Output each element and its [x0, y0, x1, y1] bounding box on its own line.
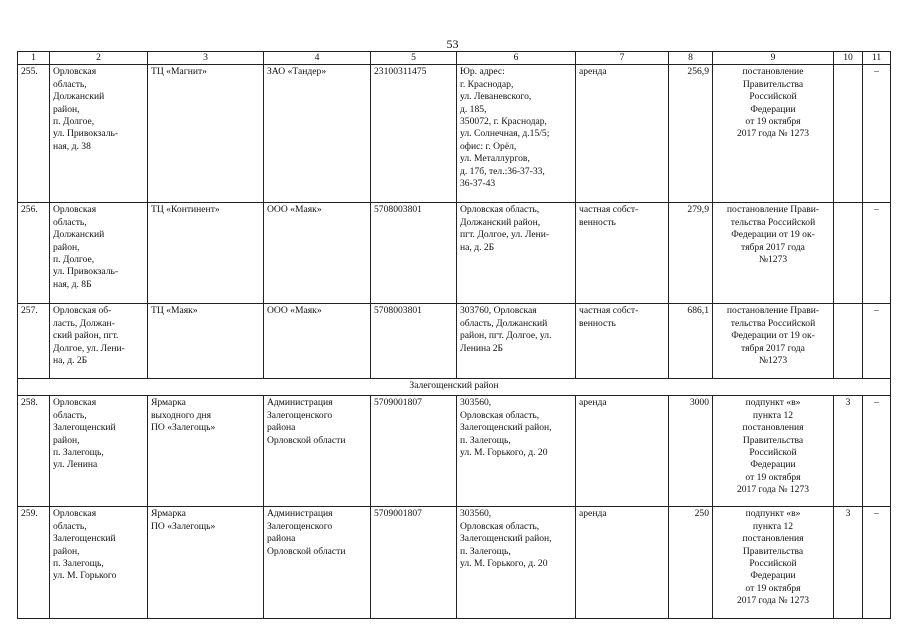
owner-cell: ЗАО «Тандер» [264, 65, 371, 203]
contacts-cell: 303560, Орловская область, Залегощенский район, п. Залегощь, ул. М. Горького, д. 20 [457, 507, 576, 619]
column-header: 3 [148, 52, 264, 65]
page-number: 53 [446, 37, 459, 51]
basis-cell: подпункт «в» пункта 12 постановления Правительства Российской Федерации от 19 октября 2017 года № 1273 [713, 396, 834, 507]
registry-table [17, 51, 891, 619]
ownership-cell: частная собст- венность [576, 304, 669, 379]
address-cell: Орловская область, Должанский район, п. Долгое, ул. Привокзаль- ная, д. 38 [50, 65, 148, 203]
column-header: 2 [50, 52, 148, 65]
basis-cell: подпункт «в» пункта 12 постановления Правительства Российской Федерации от 19 октября 2017 года № 1273 [713, 507, 834, 619]
basis-cell: постановление Правительства Российской Федерации от 19 октября 2017 года № 1273 [713, 65, 834, 203]
ownership-cell: частная собст- венность [576, 203, 669, 304]
area-cell: 279,9 [669, 203, 713, 304]
contacts-cell: 303560, Орловская область, Залегощенский район, п. Залегощь, ул. М. Горького, д. 20 [457, 396, 576, 507]
object-name-cell: Ярмарка выходного дня ПО «Залегощь» [148, 396, 264, 507]
col11-cell: – [863, 507, 891, 619]
ownership-cell: аренда [576, 65, 669, 203]
col11-cell: – [863, 203, 891, 304]
col10-cell: 3 [834, 507, 863, 619]
column-header: 5 [371, 52, 457, 65]
owner-cell: ООО «Маяк» [264, 304, 371, 379]
table-row [18, 507, 891, 619]
row-number: 255. [18, 65, 50, 203]
column-header: 6 [457, 52, 576, 65]
column-header: 8 [669, 52, 713, 65]
inn-cell: 5708003801 [371, 304, 457, 379]
owner-cell: Администрация Залегощенского района Орловской области [264, 507, 371, 619]
area-cell: 256,9 [669, 65, 713, 203]
col10-cell [834, 304, 863, 379]
contacts-cell: 303760, Орловская область, Должанский район, пгт. Долгое, ул. Ленина 2Б [457, 304, 576, 379]
address-cell: Орловская область, Залегощенский район, п. Залегощь, ул. Ленина [50, 396, 148, 507]
table-row [18, 396, 891, 507]
area-cell: 686,1 [669, 304, 713, 379]
contacts-cell: Орловская область, Должанский район, пгт. Долгое, ул. Лени- на, д. 2Б [457, 203, 576, 304]
area-cell: 3000 [669, 396, 713, 507]
address-cell: Орловская область, Должанский район, п. Долгое, ул. Привокзаль- ная, д. 8Б [50, 203, 148, 304]
object-name-cell: ТЦ «Континент» [148, 203, 264, 304]
row-number: 259. [18, 507, 50, 619]
inn-cell: 5709001807 [371, 396, 457, 507]
column-header: 10 [834, 52, 863, 65]
row-number: 257. [18, 304, 50, 379]
col11-cell: – [863, 304, 891, 379]
basis-cell: постановление Прави- тельства Российской Федерации от 19 ок- тября 2017 года №1273 [713, 203, 834, 304]
owner-cell: ООО «Маяк» [264, 203, 371, 304]
column-header: 9 [713, 52, 834, 65]
ownership-cell: аренда [576, 396, 669, 507]
section-row [18, 379, 891, 396]
table-row [18, 203, 891, 304]
col10-cell [834, 65, 863, 203]
owner-cell: Администрация Залегощенского района Орловской области [264, 396, 371, 507]
column-header: 11 [863, 52, 891, 65]
inn-cell: 5709001807 [371, 507, 457, 619]
col11-cell: – [863, 396, 891, 507]
table-row [18, 65, 891, 203]
section-title: Залегощенский район [18, 379, 891, 396]
object-name-cell: Ярмарка ПО «Залегощь» [148, 507, 264, 619]
col11-cell: – [863, 65, 891, 203]
object-name-cell: ТЦ «Маяк» [148, 304, 264, 379]
row-number: 256. [18, 203, 50, 304]
inn-cell: 5708003801 [371, 203, 457, 304]
table-row [18, 304, 891, 379]
column-header: 1 [18, 52, 50, 65]
column-header: 7 [576, 52, 669, 65]
inn-cell: 23100311475 [371, 65, 457, 203]
address-cell: Орловская область, Залегощенский район, п. Залегощь, ул. М. Горького [50, 507, 148, 619]
ownership-cell: аренда [576, 507, 669, 619]
header-row [18, 52, 891, 65]
col10-cell [834, 203, 863, 304]
contacts-cell: Юр. адрес: г. Краснодар, ул. Леваневского, д. 185, 350072, г. Краснодар, ул. Солнечная, д.15/5; офис: г. Орёл, ул. Металлургов, д. 17б, тел.:36-37-33, 36-37-43 [457, 65, 576, 203]
row-number: 258. [18, 396, 50, 507]
basis-cell: постановление Прави- тельства Российской Федерации от 19 ок- тября 2017 года №1273 [713, 304, 834, 379]
area-cell: 250 [669, 507, 713, 619]
col10-cell: 3 [834, 396, 863, 507]
column-header: 4 [264, 52, 371, 65]
address-cell: Орловская об- ласть, Должан- ский район, пгт. Долгое, ул. Лени- на, д. 2Б [50, 304, 148, 379]
object-name-cell: ТЦ «Магнит» [148, 65, 264, 203]
